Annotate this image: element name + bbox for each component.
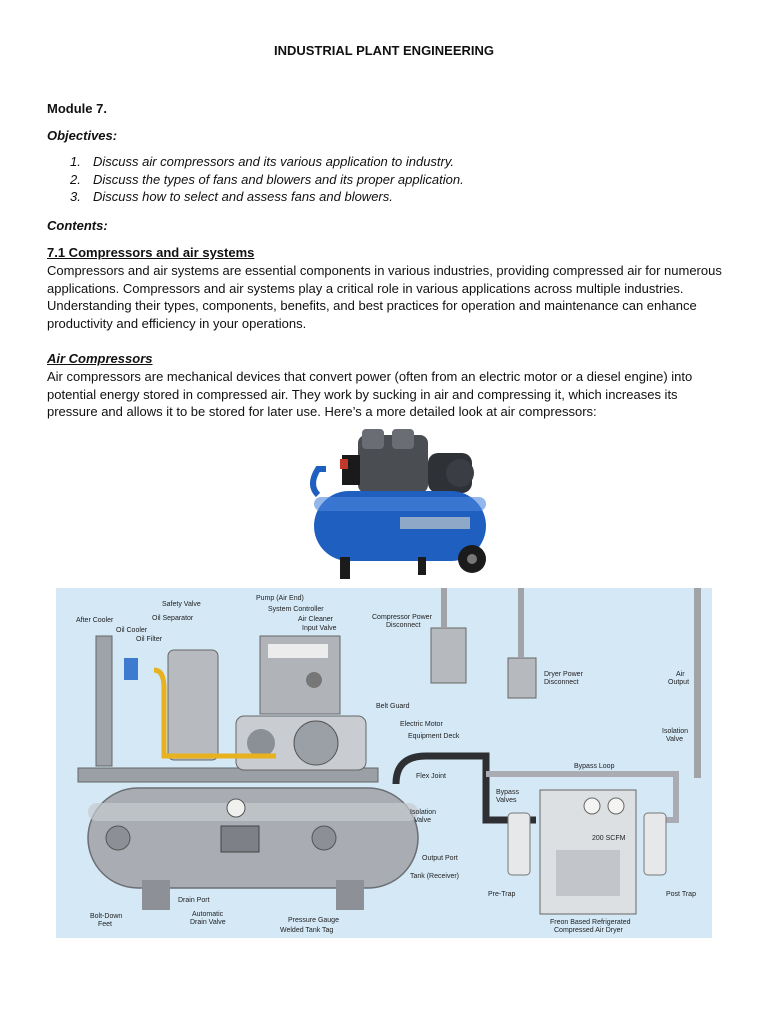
label-bypass-valves: Bypass [496, 789, 519, 796]
label-dryer-2: Compressed Air Dryer [554, 927, 623, 934]
subsection-paragraph: Air compressors are mechanical devices that convert power (often from an electric motor or a diesel engine) into potential energy stored in compressed air. They work by sucking in air and compressing it, which increases its pressure and allows it to be stored for later use. Here’s a more detailed look at air compressors: [47, 369, 693, 420]
label-output-port: Output Port [422, 855, 458, 862]
section-paragraph: Compressors and air systems are essential components in various industries, providing compressed air for numerous applications. Compressors and air systems play a critical role in various applications across multiple industries. Understanding their types, components, benefits, and best practices for operation and maintenance can enhance productivity and efficiency in your operations. [47, 263, 722, 331]
label-pressure-gauge: Pressure Gauge [288, 917, 339, 924]
label-dryer: Freon Based Refrigerated [550, 919, 631, 926]
contents-heading: Contents: [47, 218, 108, 233]
air-compressor-image [300, 425, 500, 583]
label-equipment-deck: Equipment Deck [408, 733, 460, 740]
list-item: 2. Discuss the types of fans and blowers and its proper application. [70, 171, 464, 187]
label-bypass-valves-2: Valves [496, 797, 517, 804]
label-compressor-power: Compressor Power [372, 614, 432, 621]
label-oil-filter: Oil Filter [136, 636, 163, 643]
label-dryer-disconnect: Disconnect [544, 679, 579, 686]
label-air-output-2: Output [668, 679, 690, 686]
label-air-output: Air [676, 671, 685, 678]
objectives-heading: Objectives: [47, 128, 118, 143]
label-isolation-valve-left-2: Valve [414, 817, 431, 824]
label-dryer-rating: 200 SCFM [592, 835, 626, 842]
label-feet: Feet [98, 921, 113, 928]
label-pump: Pump (Air End) [256, 595, 304, 602]
subsection-heading: Air Compressors [47, 351, 153, 366]
module-label: Module 7. [47, 101, 107, 116]
label-electric-motor: Electric Motor [400, 721, 443, 728]
label-oil-separator: Oil Separator [152, 615, 194, 622]
label-tank: Tank (Receiver) [410, 873, 460, 880]
label-input-valve: Input Valve [302, 625, 337, 632]
label-post-trap: Post Trap [666, 891, 696, 898]
label-isolation-valve-right: Isolation [662, 728, 689, 735]
label-welded-tank-tag: Welded Tank Tag [280, 927, 334, 934]
label-after-cooler: After Cooler [76, 617, 114, 624]
label-isolation-valve-right-2: Valve [666, 736, 683, 743]
label-belt-guard: Belt Guard [376, 703, 410, 710]
label-bypass-loop: Bypass Loop [574, 763, 615, 770]
label-drain-valve: Drain Valve [190, 919, 226, 926]
objectives-list [70, 153, 464, 206]
label-compressor-disconnect: Disconnect [386, 622, 421, 629]
label-oil-cooler: Oil Cooler [116, 627, 148, 634]
label-flex-joint: Flex Joint [416, 773, 446, 780]
label-safety-valve: Safety Valve [162, 601, 201, 608]
document-title: INDUSTRIAL PLANT ENGINEERING [273, 43, 495, 58]
list-item: 1. Discuss air compressors and its various application to industry. [70, 154, 455, 169]
list-item: 3. Discuss how to select and assess fans and blowers. [70, 189, 393, 205]
label-automatic-drain: Automatic [192, 911, 224, 918]
label-pre-trap: Pre-Trap [488, 891, 516, 898]
label-system-controller: System Controller [268, 606, 324, 613]
label-bolt-down: Bolt-Down [90, 913, 123, 920]
section-heading: 7.1 Compressors and air systems [47, 245, 255, 260]
label-drain-port: Drain Port [178, 897, 210, 904]
label-air-cleaner: Air Cleaner [298, 616, 334, 623]
compressed-air-system-diagram [56, 588, 712, 938]
label-dryer-power: Dryer Power [544, 671, 583, 678]
label-isolation-valve-left: Isolation [410, 809, 437, 816]
